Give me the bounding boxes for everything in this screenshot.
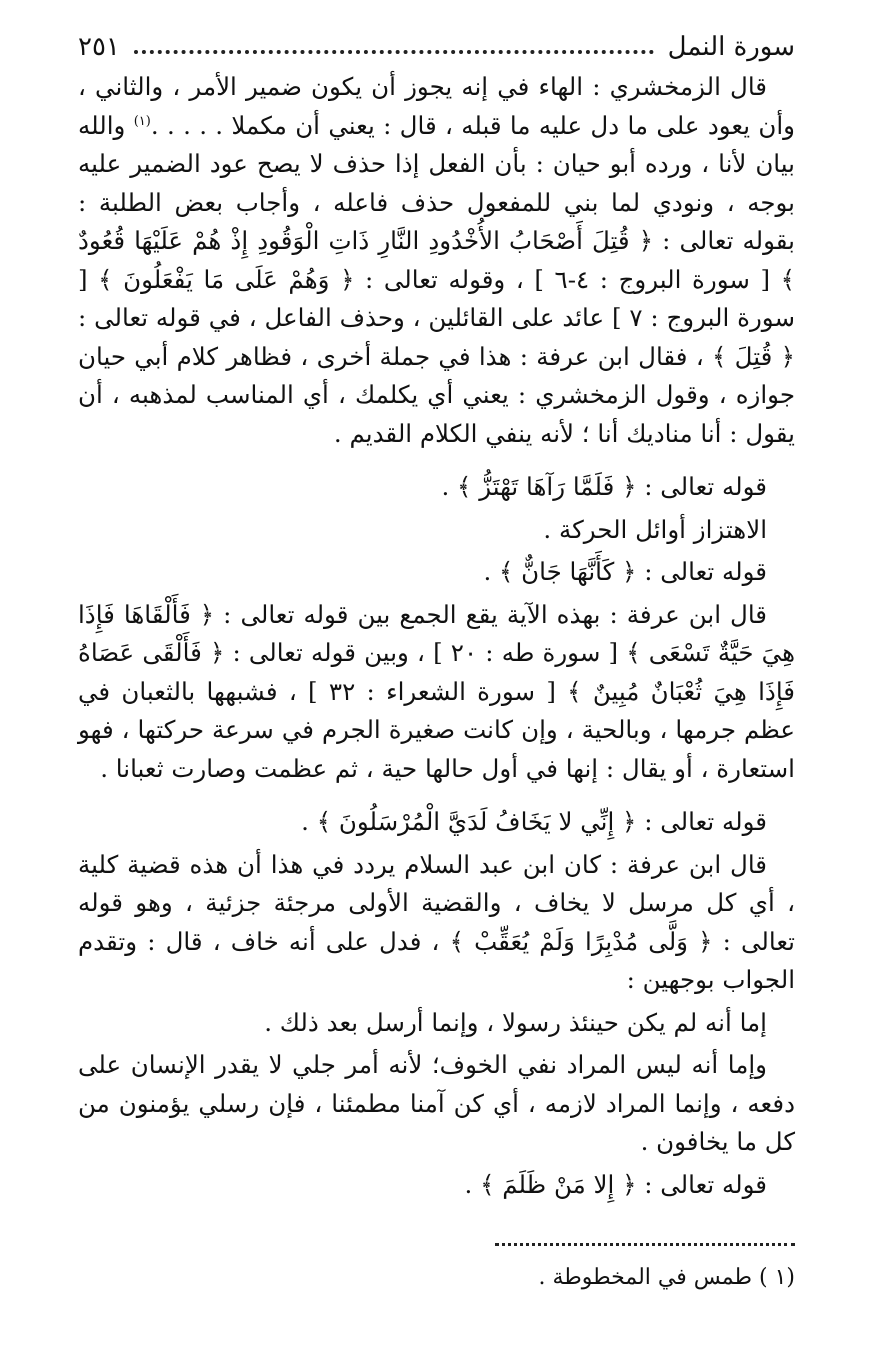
footnote-marker: (١) [133,113,151,129]
paragraph-1-text-a: قال الزمخشري : الهاء في إنه يجوز أن يكون ضمير الأمر ، والثاني ، وأن يعود على ما دل عليه ما قبله ، قال : يعني أن مكملا . . . . . [78,72,795,140]
paragraph-second-answer: وإما أنه ليس المراد نفي الخوف؛ لأنه أمر جلي لا يقدر الإنسان على دفعه ، وإنما المراد لازمه ، أي كن آمنا مطمئنا ، فإن رسلي يؤمنون من كل ما يخافون . [78,1050,795,1156]
footnote: (١ ) طمس في المخطوطة . [538,1265,795,1290]
paragraph-ihtizaz: الاهتزاز أوائل الحركة . [543,514,767,544]
paragraph-1 [78,68,795,453]
surah-title: سورة النمل [667,32,795,62]
paragraph-ibn-arafa-2: قال ابن عرفة : كان ابن عبد السلام يردد في هذا أن هذه قضية كلية ، أي كل مرسل لا يخاف ، والقضية الأولى مرجئة جزئية ، وهو قوله تعالى : ﴿ وَلَّى مُدْبِرًا وَلَمْ يُعَقِّبْ ﴾ ، فدل على أنه خاف ، قال : وتقدم الجواب بوجهين : [78,849,795,994]
page-header [78,22,795,62]
header-dotted-leader [134,50,654,54]
page-number: ٢٥١ [78,32,120,62]
paragraph-ibn-arafa-1: قال ابن عرفة : بهذه الآية يقع الجمع بين قوله تعالى : ﴿ فَأَلْقَاهَا فَإِذَا هِيَ حَيَّةٌ تَسْعَى ﴾ [ سورة طه : ٢٠ ] ، وبين قوله تعالى : ﴿ فَأَلْقَى عَصَاهُ فَإِذَا هِيَ ثُعْبَانٌ مُبِينٌ ﴾ [ سورة الشعراء : ٣٢ ] ، فشبهها بالثعبان في عظم جرمها ، وبالحية ، وإن كانت صغيرة الجرم في سرعة حركتها ، فهو استعارة ، أو يقال : إنها في أول حالها حية ، ثم عظمت وصارت ثعبانا . [78,599,795,783]
paragraph-verse-jann: قوله تعالى : ﴿ كَأَنَّهَا جَانٌّ ﴾ . [483,557,767,586]
page-body [78,68,795,1219]
footnote-separator [495,1243,795,1246]
paragraph-verse-mursalun: قوله تعالى : ﴿ إِنِّي لا يَخَافُ لَدَيَّ الْمُرْسَلُونَ ﴾ . [301,807,767,836]
paragraph-first-answer: إما أنه لم يكن حينئذ رسولا ، وإنما أرسل بعد ذلك . [264,1007,767,1037]
paragraph-1-text-b: والله بيان لأنا ، ورده أبو حيان : بأن الفعل إذا حذف لا يصح عود الضمير عليه بوجه ، ونودي لما بني للمفعول حذف فاعله ، وأجاب بعض الطلبة : بقوله تعالى : ﴿ قُتِلَ أَصْحَابُ الأُخْدُودِ النَّارِ ذَاتِ الْوَقُودِ إِذْ هُمْ عَلَيْهَا قُعُودٌ ﴾ [ سورة البروج : ٤-٦ ] ، وقوله تعالى : ﴿ وَهُمْ عَلَى مَا يَفْعَلُونَ ﴾ [ سورة البروج : ٧ ] عائد على القائلين ، وحذف الفاعل ، في قوله تعالى : ﴿ قُتِلَ ﴾ ، فقال ابن عرفة : هذا في جملة أخرى ، فظاهر كلام أبي حيان جوازه ، وقول الزمخشري : يعني أي يكلمك ، أي المناسب لمذهبه ، أن يقول : أنا مناديك أنا ؛ لأنه ينفي الكلام القديم . [78,110,795,448]
paragraph-verse-zalam: قوله تعالى : ﴿ إِلا مَنْ ظَلَمَ ﴾ . [464,1169,767,1199]
paragraph-verse-tahtazz: قوله تعالى : ﴿ فَلَمَّا رَآهَا تَهْتَزُّ ﴾ . [441,472,767,501]
